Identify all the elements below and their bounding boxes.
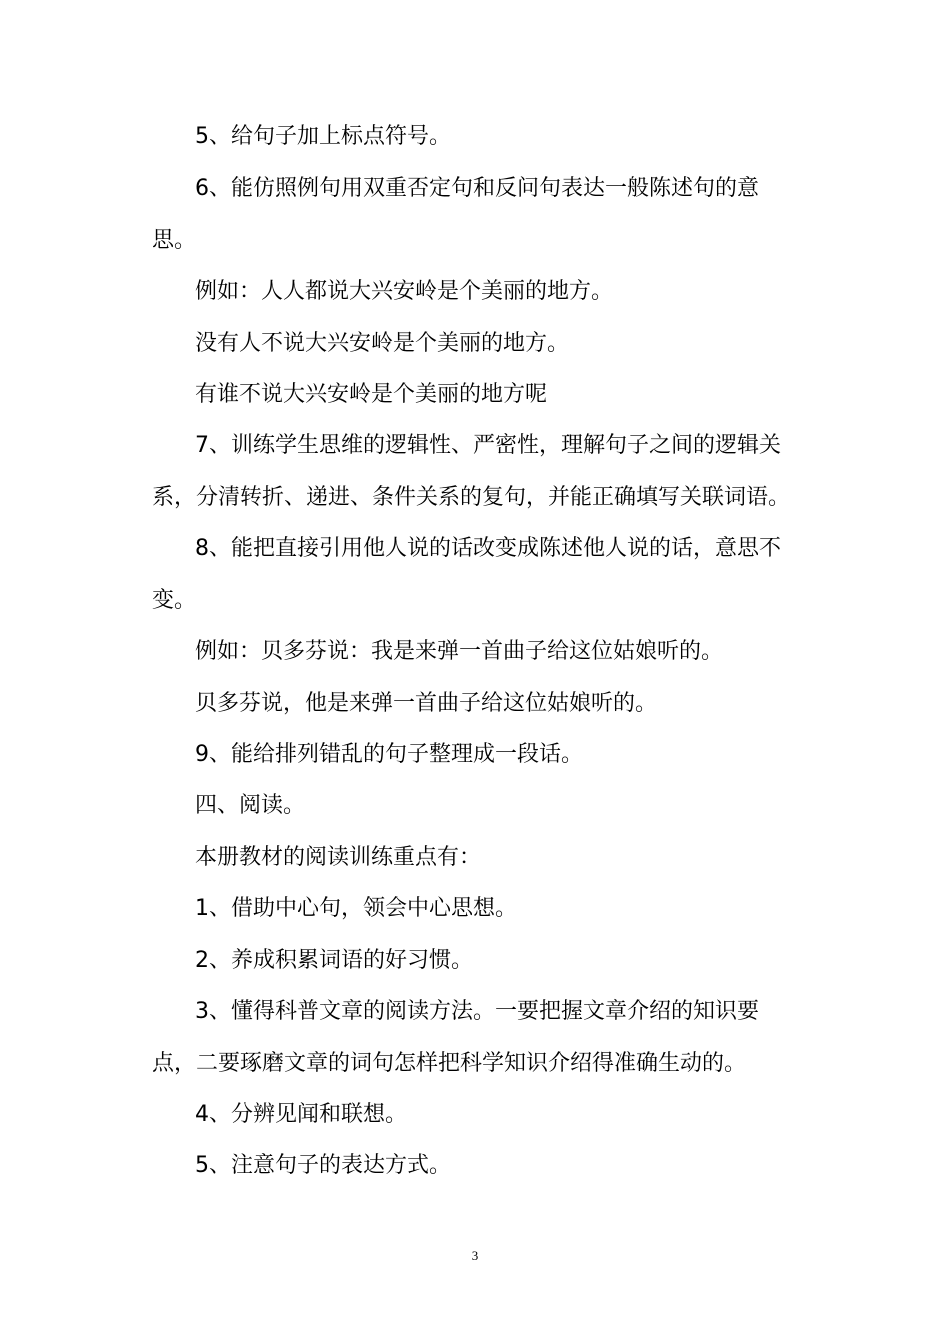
text-line: 5、注意句子的表达方式。: [195, 1153, 451, 1178]
text-line: 点，二要琢磨文章的词句怎样把科学知识介绍得准确生动的。: [152, 1051, 747, 1076]
text-line: 例如：人人都说大兴安岭是个美丽的地方。: [195, 279, 614, 304]
text-line: 8、能把直接引用他人说的话改变成陈述他人说的话，意思不: [195, 536, 781, 561]
text-line: 没有人不说大兴安岭是个美丽的地方。: [195, 331, 570, 356]
text-line: 贝多芬说，他是来弹一首曲子给这位姑娘听的。: [195, 691, 658, 716]
text-line: 系，分清转折、递进、条件关系的复句，并能正确填写关联词语。: [152, 485, 791, 510]
text-line: 7、训练学生思维的逻辑性、严密性，理解句子之间的逻辑关: [195, 433, 781, 458]
text-line: 4、分辨见闻和联想。: [195, 1102, 407, 1127]
text-line: 例如：贝多芬说：我是来弹一首曲子给这位姑娘听的。: [195, 639, 724, 664]
text-line: 5、给句子加上标点符号。: [195, 124, 451, 149]
text-line: 2、养成积累词语的好习惯。: [195, 948, 473, 973]
text-line: 思。: [152, 228, 197, 253]
text-line: 本册教材的阅读训练重点有：: [195, 845, 482, 870]
page-number: 3: [471, 1248, 479, 1263]
text-line: 变。: [152, 588, 197, 613]
text-line: 6、能仿照例句用双重否定句和反问句表达一般陈述句的意: [195, 176, 759, 201]
section-heading: 四、阅读。: [195, 793, 306, 818]
text-line: 有谁不说大兴安岭是个美丽的地方呢: [195, 382, 548, 407]
text-line: 3、懂得科普文章的阅读方法。一要把握文章介绍的知识要: [195, 999, 759, 1024]
text-line: 9、能给排列错乱的句子整理成一段话。: [195, 742, 583, 767]
text-line: 1、借助中心句，领会中心思想。: [195, 896, 517, 921]
